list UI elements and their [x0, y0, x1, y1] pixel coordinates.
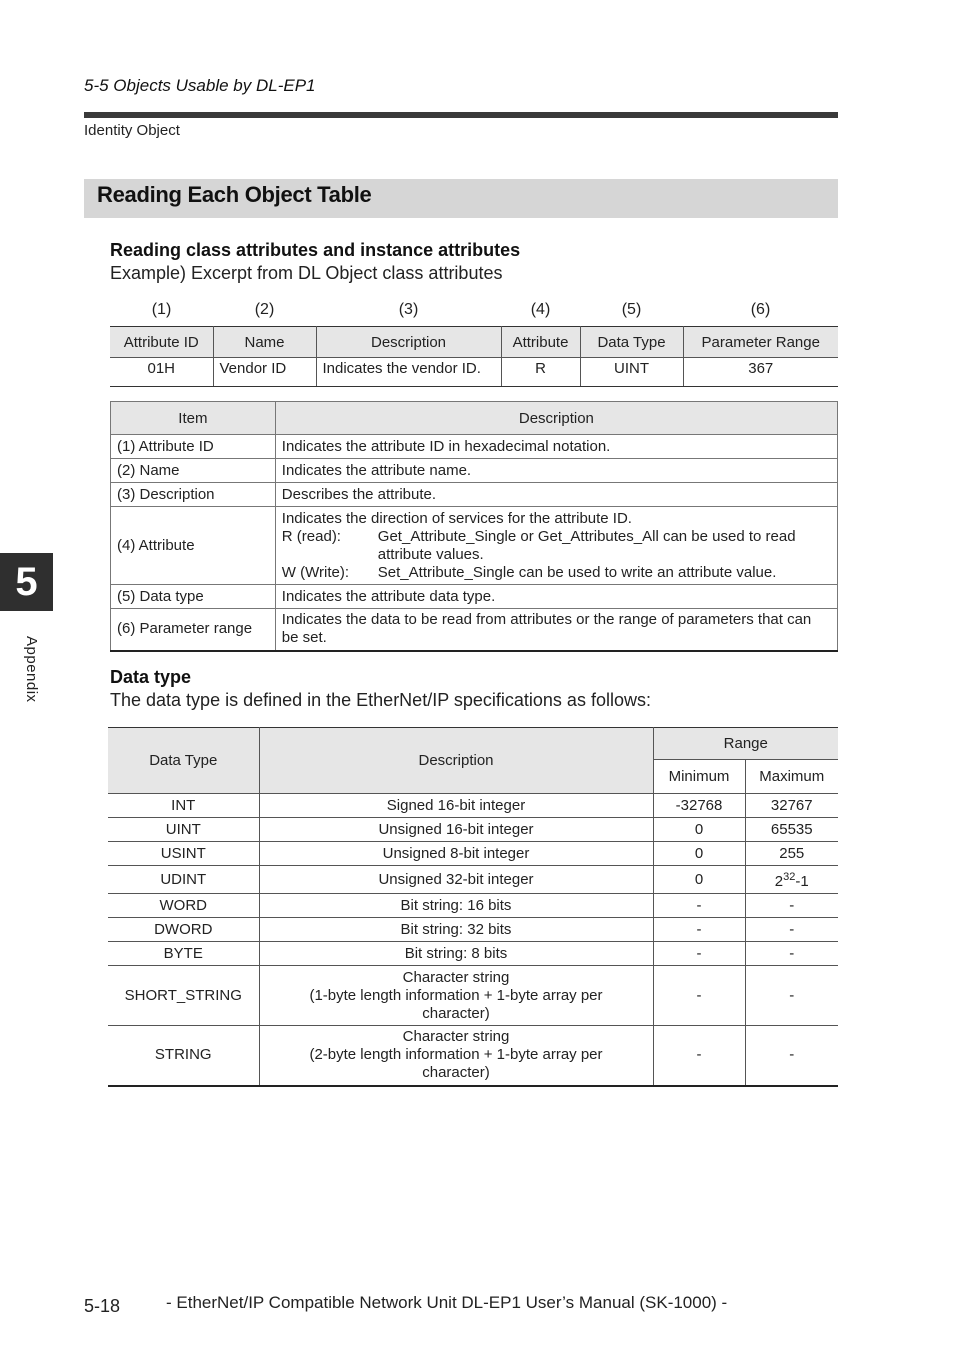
side-label-appendix: Appendix [23, 636, 40, 703]
table-header-row [110, 327, 838, 358]
description-line-1: Character string [402, 1028, 510, 1046]
item-cell: (1) Attribute ID [111, 435, 276, 459]
chapter-tab: 5 [0, 553, 53, 611]
description-line-1: Character string [402, 968, 510, 986]
header-data-type: Data Type [108, 728, 259, 794]
header-name: Name [213, 327, 316, 358]
max-cell: 255 [745, 842, 838, 866]
running-subheader: Identity Object [84, 122, 180, 139]
min-cell: - [653, 918, 745, 942]
min-cell: - [653, 1026, 745, 1086]
max-cell: - [745, 1026, 838, 1086]
attributes-heading: Reading class attributes and instance attributes [110, 240, 521, 260]
read-value: Get_Attribute_Single or Get_Attributes_All can be used to read attribute values. [377, 527, 796, 563]
table-row [108, 942, 838, 966]
max-cell: - [745, 966, 838, 1026]
table-header-row [108, 728, 838, 760]
header-parameter-range: Parameter Range [683, 327, 838, 358]
table-row [108, 894, 838, 918]
header-maximum: Maximum [745, 760, 838, 794]
description-cell: Unsigned 16-bit integer [259, 818, 653, 842]
header-data-type: Data Type [580, 327, 683, 358]
column-marker-4: (4) [530, 301, 551, 318]
header-rule [84, 112, 838, 118]
max-cell: 32767 [745, 794, 838, 818]
table-row [108, 866, 838, 894]
type-cell: BYTE [108, 942, 259, 966]
max-cell: - [745, 942, 838, 966]
data-type-table [108, 727, 838, 1087]
item-cell: (4) Attribute [111, 507, 276, 585]
table-row [110, 358, 838, 387]
description-cell: Bit string: 32 bits [259, 918, 653, 942]
cell-data-type: UINT [580, 358, 683, 387]
running-header-title: 5-5 Objects Usable by DL-EP1 [84, 76, 316, 95]
table-row [108, 842, 838, 866]
type-cell: USINT [108, 842, 259, 866]
cell-name: Vendor ID [213, 358, 316, 387]
header-description: Description [259, 728, 653, 794]
description-cell: Indicates the attribute name. [275, 459, 837, 483]
write-value: Set_Attribute_Single can be used to write an attribute value. [377, 563, 777, 581]
type-cell: WORD [108, 894, 259, 918]
min-cell: -32768 [653, 794, 745, 818]
attribute-direction-text: Indicates the direction of services for the attribute ID. [281, 509, 632, 527]
header-minimum: Minimum [653, 760, 745, 794]
description-cell: Unsigned 32-bit integer [259, 866, 653, 894]
max-cell: - [745, 894, 838, 918]
max-tail: -1 [795, 873, 809, 890]
max-cell: 65535 [745, 818, 838, 842]
data-type-heading: Data type [110, 667, 192, 687]
max-exponent: 32 [783, 871, 796, 883]
table-row [111, 585, 838, 609]
table-row [108, 818, 838, 842]
description-cell: Indicates the data to be read from attributes or the range of parameters that can be set. [275, 609, 837, 651]
max-base: 2 [774, 873, 784, 890]
max-cell: - [745, 918, 838, 942]
description-cell: Indicates the attribute data type. [275, 585, 837, 609]
write-key: W (Write): [281, 563, 350, 581]
min-cell: 0 [653, 866, 745, 894]
read-service-row [282, 528, 831, 564]
description-cell: Indicates the attribute ID in hexadecimal notation. [275, 435, 837, 459]
description-cell: Signed 16-bit integer [259, 794, 653, 818]
header-item: Item [111, 402, 276, 435]
item-cell: (3) Description [111, 483, 276, 507]
table-row [111, 507, 838, 585]
read-key: R (read): [281, 527, 341, 545]
table-row [108, 1026, 838, 1086]
write-service-row [282, 564, 831, 582]
type-cell: UINT [108, 818, 259, 842]
column-marker-6: (6) [750, 301, 771, 318]
description-cell [259, 1026, 653, 1086]
cell-parameter-range: 367 [683, 358, 838, 387]
min-cell: 0 [653, 842, 745, 866]
header-range: Range [653, 728, 838, 760]
cell-attribute: R [501, 358, 580, 387]
header-attribute: Attribute [501, 327, 580, 358]
table-row [108, 918, 838, 942]
table-header-row [111, 402, 838, 435]
description-cell [259, 966, 653, 1026]
description-cell: Describes the attribute. [275, 483, 837, 507]
footer-title: - EtherNet/IP Compatible Network Unit DL-EP1 User’s Manual (SK-1000) - [166, 1293, 728, 1312]
header-description: Description [275, 402, 837, 435]
example-attribute-table [110, 326, 838, 387]
table-row [111, 483, 838, 507]
item-description-table [110, 401, 838, 652]
section-title: Reading Each Object Table [97, 182, 372, 207]
min-cell: - [653, 894, 745, 918]
description-line-3: character) [422, 1004, 490, 1022]
cell-attribute-id: 01H [110, 358, 213, 387]
description-cell: Bit string: 8 bits [259, 942, 653, 966]
min-cell: - [653, 966, 745, 1026]
type-cell: DWORD [108, 918, 259, 942]
min-cell: - [653, 942, 745, 966]
data-type-intro: The data type is defined in the EtherNet/IP specifications as follows: [110, 690, 651, 710]
header-attribute-id: Attribute ID [110, 327, 213, 358]
description-line-3: character) [422, 1064, 490, 1082]
header-description: Description [316, 327, 501, 358]
description-cell [275, 507, 837, 585]
type-cell: STRING [108, 1026, 259, 1086]
item-cell: (5) Data type [111, 585, 276, 609]
page-number: 5-18 [84, 1296, 121, 1316]
table-row [111, 435, 838, 459]
item-cell: (6) Parameter range [111, 609, 276, 651]
column-marker-3: (3) [398, 301, 419, 318]
description-line-2: (2-byte length information + 1-byte array per [309, 1046, 603, 1064]
item-cell: (2) Name [111, 459, 276, 483]
example-caption: Example) Excerpt from DL Object class attributes [110, 263, 503, 283]
side-label-wrap [22, 636, 42, 726]
column-marker-1: (1) [151, 301, 172, 318]
min-cell: 0 [653, 818, 745, 842]
max-cell [745, 866, 838, 894]
table-row [111, 609, 838, 651]
type-cell: SHORT_STRING [108, 966, 259, 1026]
type-cell: INT [108, 794, 259, 818]
table-row [108, 966, 838, 1026]
description-line-2: (1-byte length information + 1-byte array per [309, 986, 603, 1004]
cell-description: Indicates the vendor ID. [316, 358, 501, 387]
description-cell: Unsigned 8-bit integer [259, 842, 653, 866]
column-marker-2: (2) [254, 301, 275, 318]
type-cell: UDINT [108, 866, 259, 894]
table-row [108, 794, 838, 818]
column-marker-5: (5) [621, 301, 642, 318]
description-cell: Bit string: 16 bits [259, 894, 653, 918]
table-row [111, 459, 838, 483]
